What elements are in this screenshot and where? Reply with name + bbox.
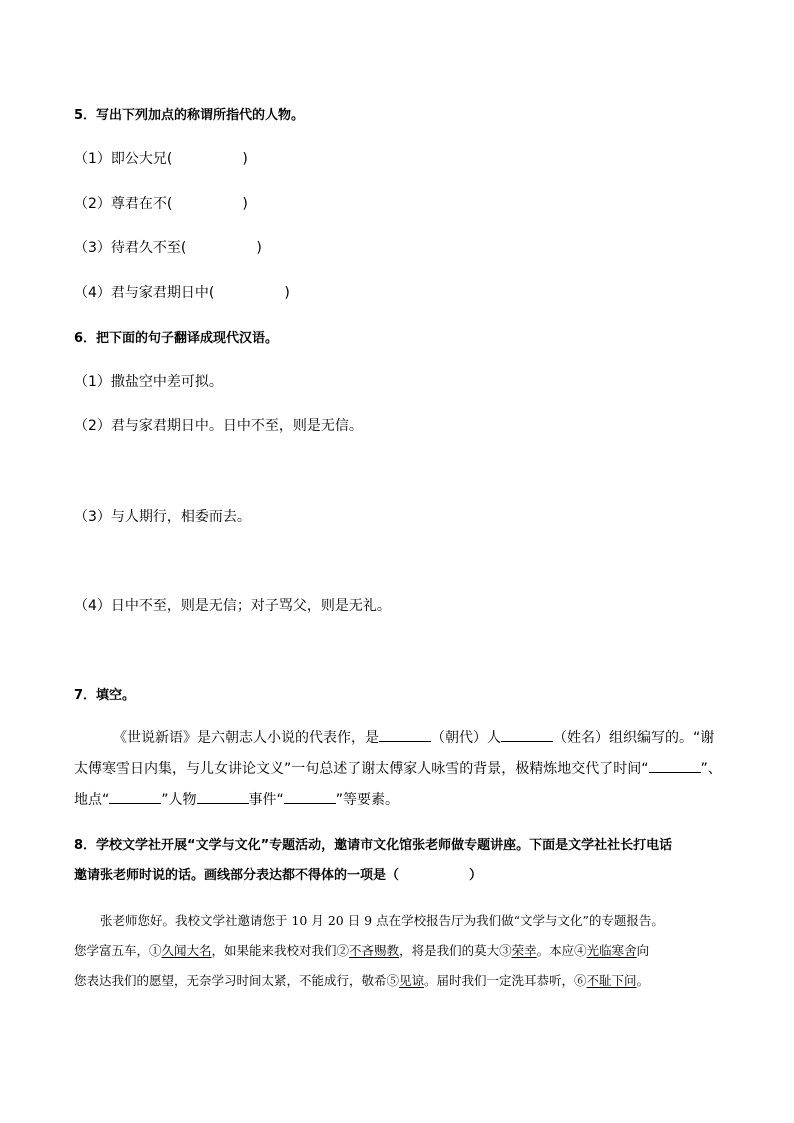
blank — [197, 790, 249, 804]
question-8-heading-line-2 — [74, 864, 482, 883]
underlined-phrase-6: 不耻下问 — [586, 973, 637, 988]
underlined-phrase-4: 光临寒舍 — [586, 943, 637, 958]
q5-item-3 — [74, 237, 262, 257]
q5-item-1-close: ) — [242, 151, 248, 167]
blank — [501, 728, 553, 742]
q8-quote-line-2 — [74, 941, 649, 959]
q7-text: （朝代）人 — [431, 730, 501, 746]
q7-paragraph-line-2 — [74, 758, 722, 778]
q7-text: ”人物 — [161, 792, 197, 808]
q7-paragraph-line-3 — [74, 789, 399, 809]
underlined-phrase-2: 不吝赐教 — [349, 943, 400, 958]
q8-text: 您表达我们的愿望，无奈学习时间太紧，不能成行，敬希⑤ — [74, 973, 400, 988]
q8-heading-close: ） — [469, 868, 483, 883]
underlined-phrase-5: 见谅 — [399, 973, 425, 988]
q8-quote-line-1: 张老师您好。我校文学社邀请您于 10 月 20 日 9 点在学校报告厅为我们做“文学与文化”的专题报告。 — [100, 913, 664, 928]
q8-text: 向 — [636, 943, 650, 958]
question-7-heading: 7．填空。 — [74, 688, 136, 703]
q5-item-1-text: （1）即公大兄( — [74, 151, 173, 167]
q6-item-4: （4）日中不至，则是无信；对子骂父，则是无礼。 — [74, 598, 391, 614]
q7-text: 《世说新语》是六朝志人小说的代表作，是 — [113, 730, 379, 746]
q8-quote-line-3 — [74, 971, 649, 989]
q5-item-4 — [74, 282, 290, 302]
q8-text: 。届时我们一定洗耳恭听，⑥ — [424, 973, 587, 988]
q8-text: ，如果能来我校对我们② — [211, 943, 350, 958]
q5-item-4-close: ) — [284, 285, 290, 301]
q5-item-1 — [74, 148, 248, 168]
q8-text: ，将是我们的莫大③ — [399, 943, 512, 958]
question-5-heading: 5．写出下列加点的称谓所指代的人物。 — [74, 108, 305, 123]
q6-item-1: （1）撒盐空中差可拟。 — [74, 374, 223, 390]
question-6-heading: 6．把下面的句子翻译成现代汉语。 — [74, 331, 279, 346]
q7-text: ”、 — [700, 761, 722, 777]
q8-text: 。本应④ — [536, 943, 587, 958]
q7-text: 事件“ — [248, 792, 284, 808]
q8-text: 您学富五车，① — [74, 943, 162, 958]
q5-item-2 — [74, 193, 248, 213]
q6-item-2: （2）君与家君期日中。日中不至，则是无信。 — [74, 418, 363, 434]
q7-text: （姓名）组织编写的。“谢 — [553, 730, 715, 746]
q5-item-2-text: （2）尊君在不( — [74, 196, 173, 212]
q8-heading-text: 邀请张老师时说的话。画线部分表达都不得体的一项是（ — [74, 868, 400, 883]
q7-text: 地点“ — [74, 792, 110, 808]
q7-paragraph-line-1 — [113, 727, 714, 747]
q6-item-3: （3）与人期行，相委而去。 — [74, 509, 251, 525]
q5-item-3-close: ) — [256, 240, 262, 256]
underlined-phrase-1: 久闻大名 — [161, 943, 212, 958]
blank — [379, 728, 431, 742]
q5-item-2-close: ) — [242, 196, 248, 212]
q8-text: 。 — [636, 973, 650, 988]
question-8-heading-line-1: 8．学校文学社开展“文学与文化”专题活动，邀请市文化馆张老师做专题讲座。下面是文学社社长打电话 — [74, 838, 673, 853]
q7-text: 太傅寒雪日内集，与儿女讲论文义”一句总述了谢太傅家人咏雪的背景，极精炼地交代了时间“ — [74, 761, 649, 777]
q7-text: ”等要素。 — [335, 792, 400, 808]
blank — [284, 790, 336, 804]
blank — [649, 759, 701, 773]
underlined-phrase-3: 荣幸 — [511, 943, 537, 958]
q5-item-3-text: （3）待君久不至( — [74, 240, 187, 256]
q5-item-4-text: （4）君与家君期日中( — [74, 285, 215, 301]
blank — [109, 790, 161, 804]
